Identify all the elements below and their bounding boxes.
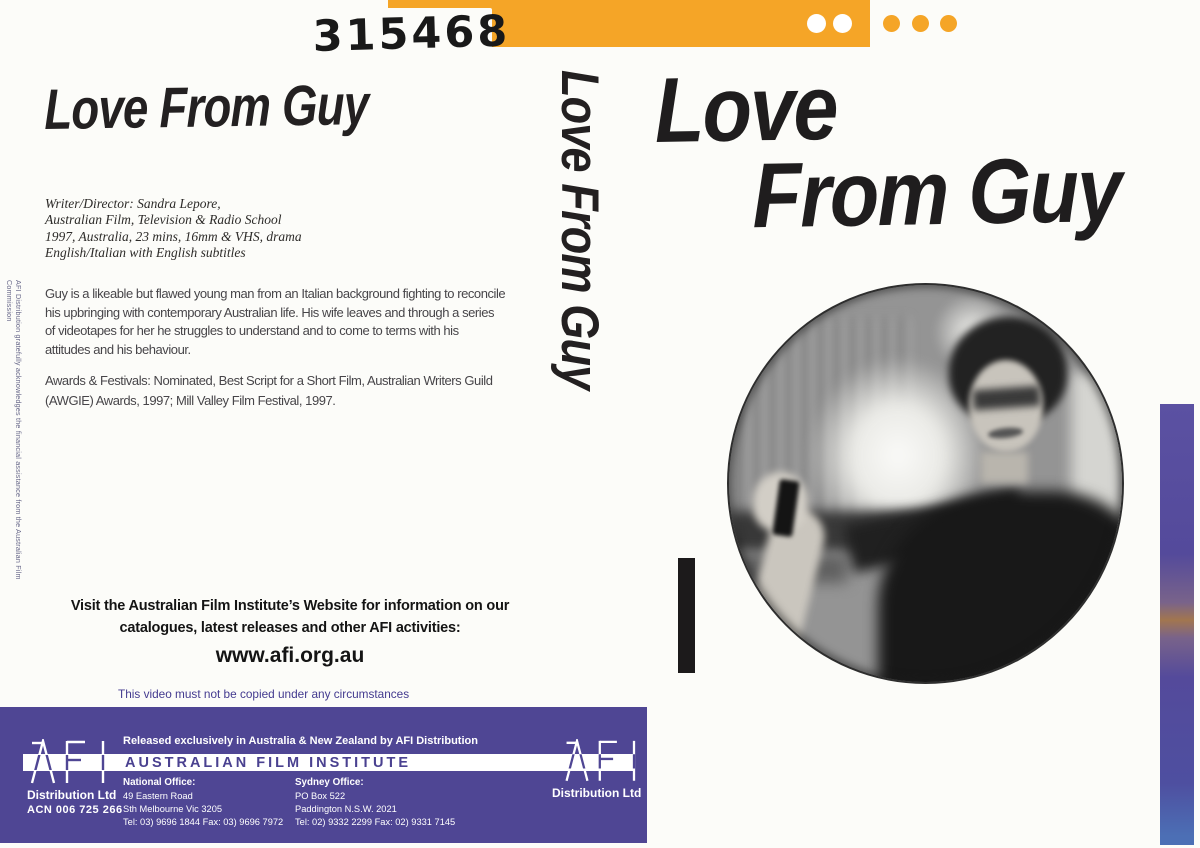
purple-accent-bar [1160, 404, 1194, 845]
film-credits [45, 196, 302, 261]
copy-warning: This video must not be copied under any circumstances [118, 687, 410, 701]
synopsis-line: his upbringing with contemporary Australian life. His wife leaves and through a series [45, 304, 495, 320]
synopsis-line: Guy is a likeable but flawed young man from an Italian background fighting to reconcile [45, 286, 506, 301]
awards-line: Awards & Festivals: Nominated, Best Script for a Short Film, Australian Writers Guild [45, 373, 493, 388]
spine-title: Love From Guy [550, 70, 609, 390]
orange-bar-hole [833, 14, 852, 33]
credits-line: 1997, Australia, 23 mins, 16mm & VHS, drama [45, 228, 302, 244]
address-line: 49 Eastern Road [123, 790, 193, 801]
photo-texture [730, 503, 829, 684]
awards-festivals [45, 371, 493, 411]
website-notice-line: catalogues, latest releases and other AFI activities: [119, 619, 461, 636]
website-url: www.afi.org.au [215, 644, 365, 667]
photo-texture [729, 511, 957, 551]
photo-texture [737, 317, 910, 547]
synopsis-line: of videotapes for her he struggles to understand and to come to terms with his [45, 323, 459, 339]
credits-line: Writer/Director: Sandra Lepore, [45, 196, 221, 211]
afi-logo [558, 739, 640, 783]
orange-dot [912, 15, 929, 32]
photo-texture [772, 478, 799, 536]
distribution-ltd-label: Distribution Ltd [27, 788, 117, 802]
front-panel-title [653, 56, 1171, 248]
photo-texture [844, 489, 1027, 572]
address-line: Sth Melbourne Vic 3205 [123, 803, 223, 814]
movie-still-photo [727, 283, 1124, 684]
address-line: PO Box 522 [295, 790, 346, 801]
release-statement: Released exclusively in Australia & New Zealand by AFI Distribution [123, 735, 478, 747]
photo-texture [988, 426, 1024, 440]
front-title-line1: Love [653, 56, 838, 162]
website-notice-line: Visit the Australian Film Institute’s Website for information on our [70, 598, 510, 614]
photo-texture [933, 293, 1012, 372]
black-accent-bar [678, 558, 695, 673]
website-notice [40, 596, 540, 669]
synopsis-line: attitudes and his behaviour. [45, 341, 191, 357]
institute-name: AUSTRALIAN FILM INSTITUTE [125, 755, 412, 771]
photo-texture [1071, 372, 1122, 531]
photo-texture [808, 356, 989, 555]
distributor-band [0, 707, 647, 843]
photo-texture [972, 386, 1040, 410]
orange-bar-hole [807, 14, 826, 33]
credits-line: Australian Film, Television & Radio School [45, 212, 282, 228]
orange-dot [883, 15, 900, 32]
orange-dot [940, 15, 957, 32]
photo-texture [878, 491, 1124, 684]
photo-texture [969, 360, 1044, 451]
national-office-block [123, 777, 283, 829]
funding-acknowledgement-note: AFI Distribution gratefully acknowledges the financial assistance from the Australian Film Commission [5, 280, 23, 580]
address-line: Tel: 02) 9332 2299 Fax: 02) 9331 7145 [295, 816, 456, 827]
photo-texture [949, 317, 1067, 424]
front-title-line2: From Guy [751, 138, 1122, 248]
photo-texture [753, 472, 808, 532]
back-panel-title: Love From Guy [43, 73, 369, 142]
address-line: Paddington N.S.W. 2021 [295, 803, 397, 814]
distribution-ltd-label: Distribution Ltd [552, 786, 642, 800]
afi-logo [23, 739, 109, 785]
address-line: Tel: 03) 9696 1844 Fax: 03) 9696 7972 [123, 816, 284, 827]
sydney-office-label: Sydney Office: [295, 777, 364, 788]
credits-line: English/Italian with English subtitles [45, 244, 246, 260]
national-office-label: National Office: [123, 777, 196, 788]
awards-line: (AWGIE) Awards, 1997; Mill Valley Film Festival, 1997. [45, 393, 336, 408]
sydney-office-block [295, 777, 455, 829]
handwritten-catalogue-number: 315468 [312, 6, 511, 62]
film-synopsis [45, 285, 505, 359]
acn-number: ACN 006 725 266 [27, 804, 123, 816]
photo-texture [729, 555, 847, 583]
photo-texture [981, 452, 1028, 484]
